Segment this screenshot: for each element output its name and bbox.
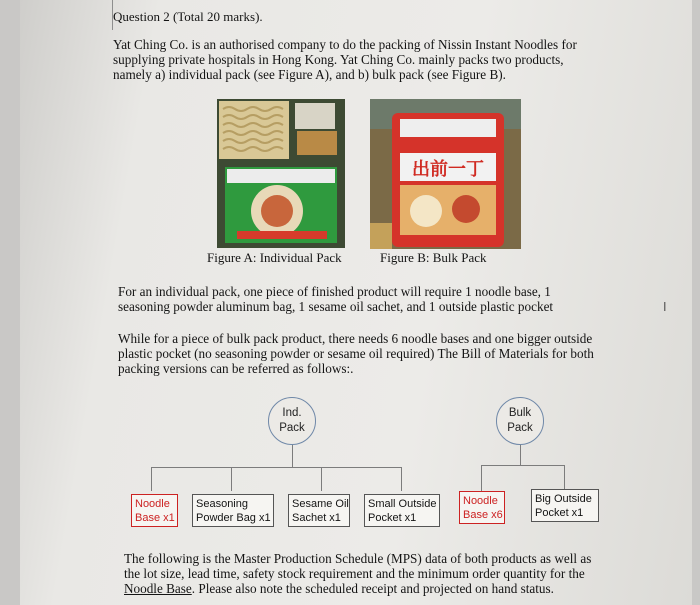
bom-box-line-2: Base x1 <box>135 512 175 524</box>
bom-box-line-2: Pocket x1 <box>535 507 584 519</box>
document-page <box>20 0 692 605</box>
question-heading: Question 2 (Total 20 marks). <box>113 9 263 24</box>
intro-line-1: Yat Ching Co. is an authorised company to do the packing of Nissin Instant Noodles for <box>113 37 577 52</box>
bom-box-line-2: Powder Bag x1 <box>196 512 271 524</box>
figure-b-caption: Figure B: Bulk Pack <box>380 250 487 265</box>
individual-line-1: For an individual pack, one piece of finished product will require 1 noodle base, 1 <box>118 284 551 299</box>
bom-box-line-1: Seasoning <box>196 498 248 510</box>
bom-box-line-1: Small Outside <box>368 498 437 510</box>
intro-line-2: supplying private hospitals in Hong Kong. Yat Ching Co. mainly packs two products, <box>113 52 564 67</box>
bom-connector <box>231 467 232 491</box>
bom-connector <box>564 465 565 489</box>
bom-connector <box>481 465 565 466</box>
bulk-node-line-1: Bulk <box>508 407 532 419</box>
bom-box-line-2: Pocket x1 <box>368 512 417 524</box>
bulk-pack-node <box>496 397 544 445</box>
bom-sesame-oil-sachet <box>288 494 350 527</box>
mps-line-3 <box>124 581 554 596</box>
bom-connector <box>321 467 322 491</box>
bom-connector <box>151 467 402 468</box>
ind-node-line-2: Pack <box>279 422 305 434</box>
ind-node-line-1: Ind. <box>282 407 302 419</box>
bom-noodle-base-x6 <box>459 491 505 524</box>
individual-line-2: seasoning powder aluminum bag, 1 sesame oil sachet, and 1 outside plastic pocket <box>118 299 554 314</box>
text-cursor-icon: I <box>663 300 667 314</box>
bom-box-line-1: Sesame Oil <box>292 498 349 510</box>
bom-small-outside-pocket <box>364 494 440 527</box>
individual-pack-photo <box>217 99 345 248</box>
mps-line-3-rest: . Please also note the scheduled receipt and projected on hand status. <box>191 581 554 596</box>
bulk-line-3: packing versions can be referred as follows:. <box>118 361 354 376</box>
mps-line-2: the lot size, lead time, safety stock requirement and the minimum order quantity for the <box>124 566 585 581</box>
bom-box-line-2: Sachet x1 <box>292 512 341 524</box>
bom-big-outside-pocket <box>531 489 599 522</box>
intro-line-3: namely a) individual pack (see Figure A), and b) bulk pack (see Figure B). <box>113 67 506 82</box>
bom-connector <box>292 445 293 467</box>
bom-connector <box>520 445 521 465</box>
bom-noodle-base-x1 <box>131 494 178 527</box>
figure-a-caption: Figure A: Individual Pack <box>207 250 342 265</box>
ind-pack-node <box>268 397 316 445</box>
bulk-pack-logo: 出前一丁 <box>412 159 484 180</box>
bom-connector <box>401 467 402 491</box>
bom-box-line-1: Big Outside <box>535 493 592 505</box>
bulk-line-1: While for a piece of bulk pack product, there needs 6 noodle bases and one bigger outside <box>118 331 593 346</box>
mps-line-1: The following is the Master Production Schedule (MPS) data of both products as well as <box>124 551 592 566</box>
bom-box-line-2: Base x6 <box>463 509 503 521</box>
bulk-node-line-2: Pack <box>507 422 533 434</box>
bulk-line-2: plastic pocket (no seasoning powder or sesame oil required) The Bill of Materials for both <box>118 346 594 361</box>
bom-connector <box>481 465 482 491</box>
bom-connector <box>151 467 152 491</box>
noodle-base-underlined: Noodle Base <box>124 581 192 596</box>
bom-box-line-1: Noodle <box>463 495 498 507</box>
bom-box-line-1: Noodle <box>135 498 170 510</box>
bulk-pack-photo <box>370 99 521 249</box>
bom-seasoning-powder-bag <box>192 494 274 527</box>
